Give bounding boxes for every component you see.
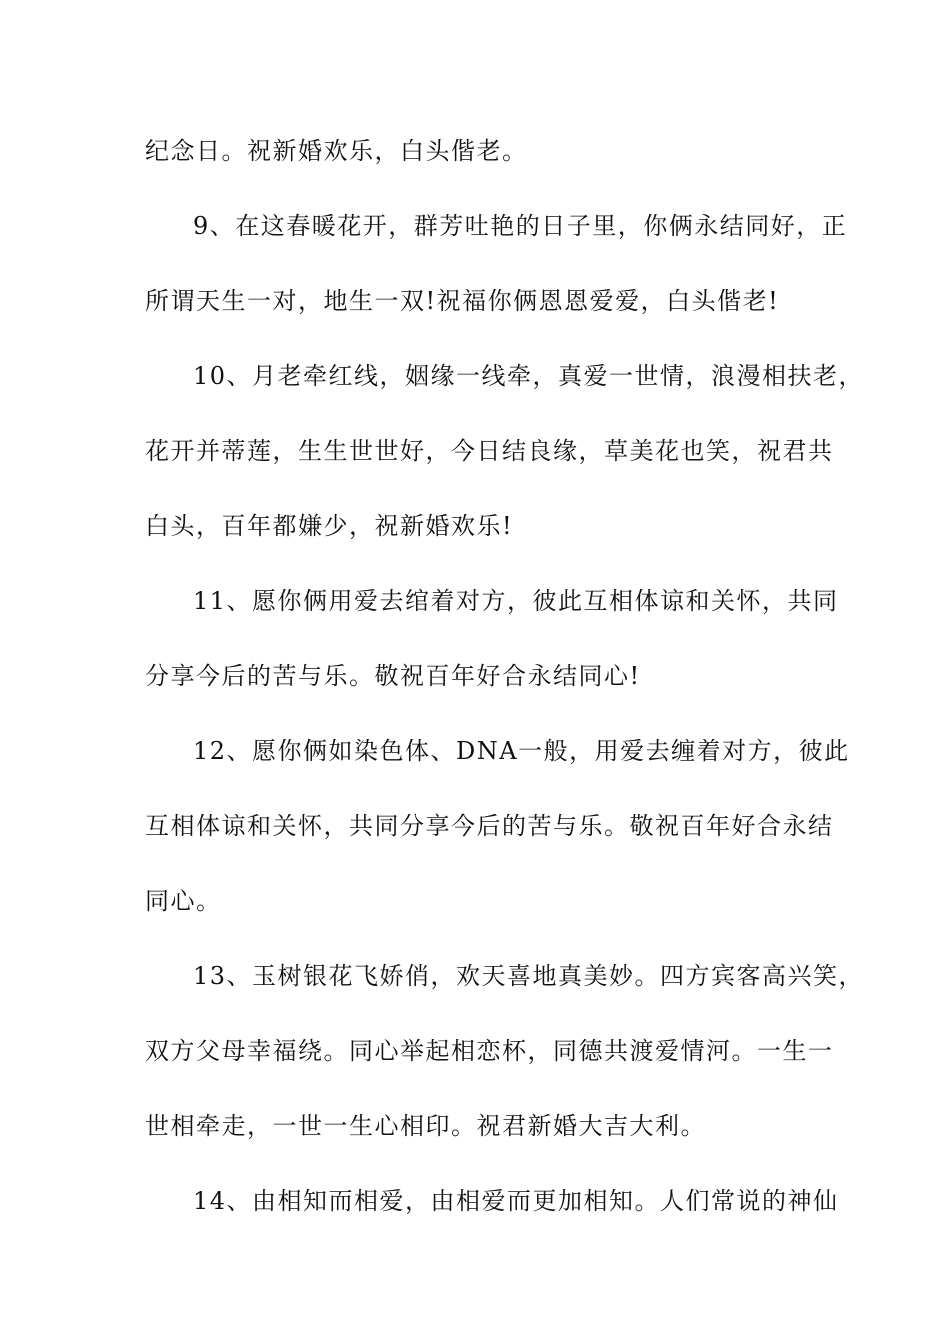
paragraph-line: 13、玉树银花飞娇俏，欢天喜地真美妙。四方宾客高兴笑， — [193, 962, 865, 990]
paragraph-line: 互相体谅和关怀，共同分享今后的苦与乐。敬祝百年好合永结 — [145, 812, 834, 840]
paragraph-line: 14、由相知而相爱，由相爱而更加相知。人们常说的神仙 — [193, 1187, 839, 1215]
paragraph-line: 所谓天生一对，地生一双!祝福你俩恩恩爱爱，白头偕老! — [145, 287, 780, 315]
paragraph-line: 12、愿你俩如染色体、DNA一般，用爱去缠着对方，彼此 — [193, 737, 850, 765]
paragraph-line: 双方父母幸福绕。同心举起相恋杯，同德共渡爱情河。一生一 — [145, 1037, 834, 1065]
paragraph-line: 9、在这春暖花开，群芳吐艳的日子里，你俩永结同好，正 — [193, 212, 848, 240]
paragraph-line: 同心。 — [145, 887, 222, 915]
paragraph-line: 分享今后的苦与乐。敬祝百年好合永结同心! — [145, 662, 641, 690]
paragraph-line: 纪念日。祝新婚欢乐，白头偕老。 — [145, 137, 528, 165]
paragraph-line: 花开并蒂莲，生生世世好，今日结良缘，草美花也笑，祝君共 — [145, 437, 834, 465]
paragraph-line: 世相牵走，一世一生心相印。祝君新婚大吉大利。 — [145, 1112, 706, 1140]
paragraph-line: 白头，百年都嫌少，祝新婚欢乐! — [145, 512, 514, 540]
paragraph-line: 10、月老牵红线，姻缘一线牵，真爱一世情，浪漫相扶老， — [193, 362, 865, 390]
paragraph-line: 11、愿你俩用爱去绾着对方，彼此互相体谅和关怀，共同 — [193, 587, 839, 615]
